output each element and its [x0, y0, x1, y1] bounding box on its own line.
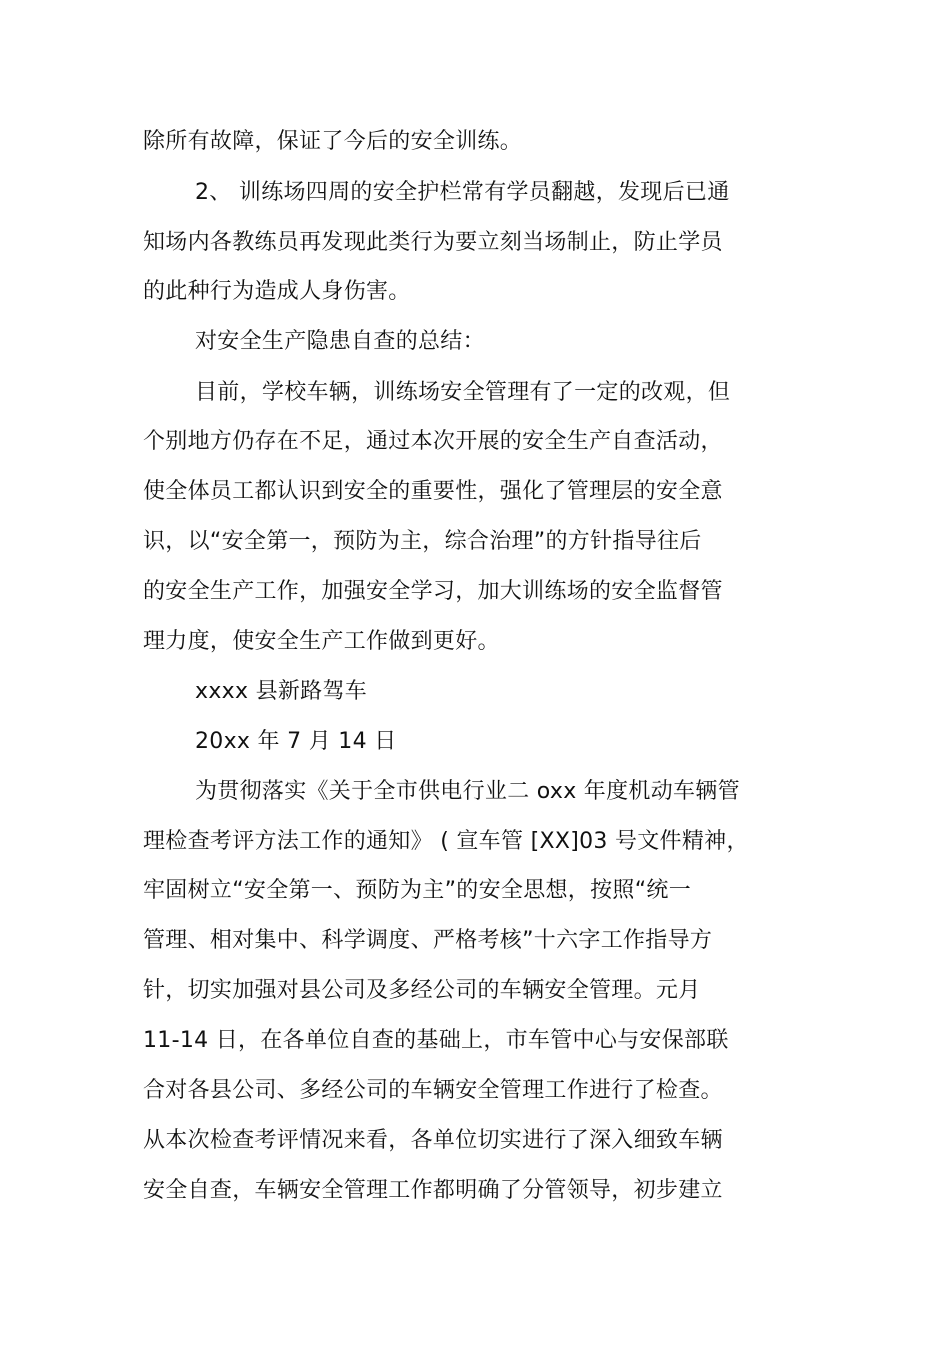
- text-line: 从本次检查考评情况来看，各单位切实进行了深入细致车辆: [143, 1128, 723, 1153]
- text-line: 牢固树立“安全第一、预防为主”的安全思想，按照“统一: [143, 878, 691, 903]
- text-line: 知场内各教练员再发现此类行为要立刻当场制止，防止学员: [143, 230, 723, 255]
- text-line: 合对各县公司、多经公司的车辆安全管理工作进行了检查。: [143, 1078, 723, 1103]
- text-line: 使全体员工都认识到安全的重要性，强化了管理层的安全意: [143, 479, 723, 504]
- section-heading: 对安全生产隐患自查的总结：: [195, 329, 485, 354]
- text-line: 11-14 日，在各单位自查的基础上，市车管中心与安保部联: [143, 1028, 729, 1053]
- text-line: 安全自查，车辆安全管理工作都明确了分管领导，初步建立: [143, 1178, 723, 1203]
- text-line: 为贯彻落实《关于全市供电行业二 oxx 年度机动车辆管: [195, 779, 740, 804]
- text-line: 理力度，使安全生产工作做到更好。: [143, 629, 500, 654]
- text-line: 识，以“安全第一，预防为主，综合治理”的方针指导往后: [143, 529, 702, 554]
- text-line: 的此种行为造成人身伤害。: [143, 279, 411, 304]
- text-line: 理检查考评方法工作的通知》 ( 宣车管 [XX]03 号文件精神，: [143, 829, 749, 854]
- text-line: 2、 训练场四周的安全护栏常有学员翻越，发现后已通: [195, 180, 730, 205]
- text-line: 管理、相对集中、科学调度、严格考核”十六字工作指导方: [143, 928, 713, 953]
- text-line: 除所有故障，保证了今后的安全训练。: [143, 129, 523, 154]
- text-line: 个别地方仍存在不足，通过本次开展的安全生产自查活动，: [143, 429, 723, 454]
- text-line: 针，切实加强对县公司及多经公司的车辆安全管理。元月: [143, 978, 701, 1003]
- signature-date: 20xx 年 7 月 14 日: [195, 729, 397, 754]
- signature-org: xxxx 县新路驾车: [195, 679, 368, 704]
- text-line: 的安全生产工作，加强安全学习，加大训练场的安全监督管: [143, 579, 723, 604]
- text-line: 目前，学校车辆，训练场安全管理有了一定的改观，但: [195, 380, 731, 405]
